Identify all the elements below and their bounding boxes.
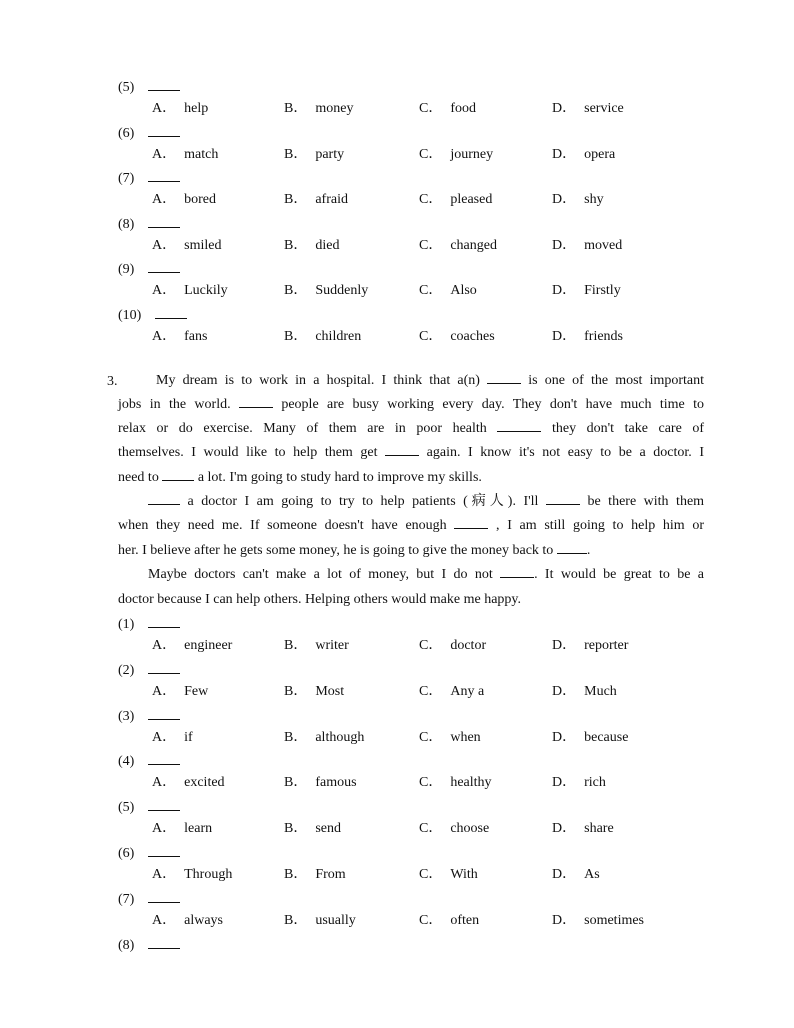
option-a[interactable] bbox=[152, 773, 225, 793]
answer-blank bbox=[148, 660, 180, 674]
passage-line-10: doctor because I can help others. Helping others would make me happy. bbox=[118, 592, 522, 607]
option-letter: B． bbox=[284, 146, 308, 162]
question-number: (4) bbox=[118, 754, 135, 770]
option-letter: C． bbox=[419, 912, 443, 928]
option-text: send bbox=[315, 821, 342, 837]
question-number-row bbox=[118, 706, 180, 726]
option-text: journey bbox=[450, 146, 494, 162]
option-c[interactable] bbox=[419, 190, 492, 210]
question-number-row bbox=[118, 305, 187, 325]
option-letter: B． bbox=[284, 867, 308, 882]
option-text: food bbox=[450, 101, 477, 116]
blank-1 bbox=[487, 371, 521, 384]
options-row bbox=[152, 636, 712, 656]
option-letter: C． bbox=[419, 867, 443, 882]
answer-blank bbox=[148, 797, 180, 811]
option-letter: C． bbox=[419, 683, 443, 699]
option-d[interactable] bbox=[552, 99, 624, 119]
passage-line-8: her. I believe after he gets some money, he is going to give the money back to . bbox=[118, 543, 591, 558]
option-b[interactable] bbox=[284, 773, 357, 793]
option-text: children bbox=[315, 328, 362, 344]
option-d[interactable] bbox=[552, 636, 628, 656]
option-text: party bbox=[315, 146, 345, 162]
option-text: often bbox=[450, 912, 480, 928]
answer-blank bbox=[148, 77, 180, 91]
option-d[interactable] bbox=[552, 865, 600, 885]
option-letter: D． bbox=[552, 821, 577, 837]
option-letter: B． bbox=[284, 821, 308, 837]
option-text: healthy bbox=[450, 775, 492, 791]
option-c[interactable] bbox=[419, 682, 484, 702]
option-d[interactable] bbox=[552, 773, 606, 793]
section3-number: 3. bbox=[107, 374, 118, 389]
answer-blank bbox=[148, 214, 180, 228]
question-number: (6) bbox=[118, 846, 135, 861]
option-text: smiled bbox=[184, 237, 222, 253]
question-number: (8) bbox=[118, 216, 135, 232]
option-letter: A． bbox=[152, 867, 177, 882]
option-letter: A． bbox=[152, 328, 177, 344]
option-c[interactable] bbox=[419, 636, 486, 656]
option-b[interactable] bbox=[284, 865, 346, 885]
question-number-row bbox=[118, 214, 180, 234]
option-text: Most bbox=[315, 683, 345, 699]
option-a[interactable] bbox=[152, 99, 208, 119]
option-text: choose bbox=[450, 821, 490, 837]
option-c[interactable] bbox=[419, 728, 481, 748]
option-text: sometimes bbox=[584, 912, 645, 928]
option-text: As bbox=[584, 867, 600, 882]
answer-blank bbox=[148, 706, 180, 720]
answer-blank bbox=[148, 935, 180, 949]
option-letter: D． bbox=[552, 283, 577, 298]
option-b[interactable] bbox=[284, 281, 368, 301]
option-b[interactable] bbox=[284, 190, 348, 210]
option-text: opera bbox=[584, 146, 616, 162]
blank-9 bbox=[557, 541, 587, 554]
option-letter: D． bbox=[552, 328, 577, 344]
option-a[interactable] bbox=[152, 911, 223, 931]
option-b[interactable] bbox=[284, 682, 344, 702]
option-d[interactable] bbox=[552, 728, 628, 748]
option-letter: D． bbox=[552, 867, 577, 882]
option-letter: C． bbox=[419, 638, 443, 653]
question-number: (2) bbox=[118, 662, 135, 678]
question-number-row bbox=[118, 797, 180, 817]
option-letter: D． bbox=[552, 683, 577, 699]
option-a[interactable] bbox=[152, 682, 208, 702]
option-text: coaches bbox=[450, 328, 495, 344]
option-text: when bbox=[450, 729, 481, 745]
option-text: Through bbox=[184, 867, 233, 882]
question-number: (9) bbox=[118, 262, 135, 277]
option-letter: D． bbox=[552, 729, 577, 745]
option-letter: C． bbox=[419, 283, 443, 298]
options-row bbox=[152, 327, 712, 347]
options-row bbox=[152, 773, 712, 793]
passage-line-9: Maybe doctors can't make a lot of money, but I do not . It would be great to be a bbox=[148, 567, 705, 582]
answer-blank bbox=[148, 843, 180, 857]
option-text: Luckily bbox=[184, 283, 228, 298]
blank-3 bbox=[497, 419, 541, 432]
option-c[interactable] bbox=[419, 281, 477, 301]
option-letter: A． bbox=[152, 638, 177, 653]
option-letter: B． bbox=[284, 328, 308, 344]
option-text: Also bbox=[450, 283, 477, 298]
option-b[interactable] bbox=[284, 636, 349, 656]
option-letter: A． bbox=[152, 821, 177, 837]
option-text: Firstly bbox=[584, 283, 621, 298]
question-number-row bbox=[118, 889, 180, 909]
option-letter: B． bbox=[284, 283, 308, 298]
option-text: afraid bbox=[315, 192, 348, 207]
question-number-row bbox=[118, 660, 180, 680]
option-letter: A． bbox=[152, 912, 177, 928]
option-text: learn bbox=[184, 821, 213, 837]
passage-line-2: jobs in the world. people are busy working every day. They don't have much time to bbox=[118, 397, 705, 412]
question-number-row bbox=[118, 614, 180, 634]
question-number-row bbox=[118, 77, 180, 97]
blank-8 bbox=[454, 516, 488, 529]
answer-blank bbox=[155, 305, 187, 319]
option-letter: D． bbox=[552, 101, 577, 116]
answer-blank bbox=[148, 614, 180, 628]
options-row bbox=[152, 281, 712, 301]
option-text: service bbox=[584, 101, 624, 116]
option-letter: B． bbox=[284, 683, 308, 699]
option-letter: B． bbox=[284, 192, 308, 207]
option-text: changed bbox=[450, 237, 497, 253]
option-letter: C． bbox=[419, 328, 443, 344]
option-text: died bbox=[315, 237, 340, 253]
option-text: doctor bbox=[450, 638, 487, 653]
option-a[interactable] bbox=[152, 728, 193, 748]
option-text: Much bbox=[584, 683, 617, 699]
option-b[interactable] bbox=[284, 236, 339, 256]
option-d[interactable] bbox=[552, 327, 623, 347]
option-letter: C． bbox=[419, 146, 443, 162]
option-text: From bbox=[315, 867, 346, 882]
options-row bbox=[152, 728, 712, 748]
question-number: (10) bbox=[118, 307, 142, 323]
option-text: engineer bbox=[184, 638, 233, 653]
options-row bbox=[152, 145, 712, 165]
option-c[interactable] bbox=[419, 236, 497, 256]
option-text: writer bbox=[315, 638, 349, 653]
option-c[interactable] bbox=[419, 819, 489, 839]
option-text: With bbox=[450, 867, 478, 882]
option-letter: D． bbox=[552, 912, 577, 928]
question-number: (1) bbox=[118, 617, 135, 632]
option-text: pleased bbox=[450, 192, 493, 207]
option-d[interactable] bbox=[552, 190, 604, 210]
option-text: Any a bbox=[450, 683, 485, 699]
option-c[interactable] bbox=[419, 773, 492, 793]
option-letter: D． bbox=[552, 775, 577, 791]
option-a[interactable] bbox=[152, 327, 207, 347]
option-text: match bbox=[184, 146, 219, 162]
options-row bbox=[152, 819, 712, 839]
option-letter: A． bbox=[152, 192, 177, 207]
answer-blank bbox=[148, 168, 180, 182]
options-row bbox=[152, 99, 712, 119]
option-text: fans bbox=[184, 328, 208, 344]
option-a[interactable] bbox=[152, 865, 232, 885]
option-text: rich bbox=[584, 775, 606, 791]
option-letter: A． bbox=[152, 283, 177, 298]
option-b[interactable] bbox=[284, 911, 356, 931]
option-c[interactable] bbox=[419, 865, 478, 885]
option-c[interactable] bbox=[419, 145, 493, 165]
option-letter: B． bbox=[284, 775, 308, 791]
question-number-row bbox=[118, 168, 180, 188]
options-row bbox=[152, 865, 712, 885]
option-text: moved bbox=[584, 237, 623, 253]
option-letter: C． bbox=[419, 775, 443, 791]
option-letter: B． bbox=[284, 101, 308, 116]
option-letter: C． bbox=[419, 101, 443, 116]
option-a[interactable] bbox=[152, 636, 232, 656]
option-text: Few bbox=[184, 683, 209, 699]
option-text: excited bbox=[184, 775, 225, 791]
question-number-row bbox=[118, 123, 180, 143]
option-letter: A． bbox=[152, 237, 177, 253]
answer-blank bbox=[148, 889, 180, 903]
answer-blank bbox=[148, 259, 180, 273]
options-row bbox=[152, 236, 712, 256]
option-text: money bbox=[315, 101, 354, 116]
option-text: always bbox=[184, 912, 224, 928]
option-letter: D． bbox=[552, 237, 577, 253]
question-number-row bbox=[118, 751, 180, 771]
blank-4 bbox=[385, 443, 419, 456]
option-b[interactable] bbox=[284, 145, 344, 165]
option-d[interactable] bbox=[552, 911, 644, 931]
option-text: bored bbox=[184, 192, 217, 207]
option-letter: D． bbox=[552, 192, 577, 207]
option-c[interactable] bbox=[419, 911, 479, 931]
option-text: although bbox=[315, 729, 365, 745]
option-letter: C． bbox=[419, 821, 443, 837]
question-number: (8) bbox=[118, 937, 135, 953]
option-d[interactable] bbox=[552, 682, 617, 702]
passage-line-5: need to a lot. I'm going to study hard to improve my skills. bbox=[118, 470, 482, 485]
option-text: if bbox=[184, 729, 193, 745]
option-b[interactable] bbox=[284, 327, 361, 347]
option-letter: B． bbox=[284, 912, 308, 928]
option-d[interactable] bbox=[552, 145, 615, 165]
option-text: because bbox=[584, 729, 629, 745]
question-number: (5) bbox=[118, 80, 135, 95]
answer-blank bbox=[148, 123, 180, 137]
option-letter: A． bbox=[152, 146, 177, 162]
blank-2 bbox=[239, 395, 273, 408]
option-a[interactable] bbox=[152, 236, 221, 256]
option-letter: B． bbox=[284, 638, 308, 653]
option-letter: A． bbox=[152, 101, 177, 116]
option-letter: D． bbox=[552, 146, 577, 162]
option-text: Suddenly bbox=[315, 283, 369, 298]
option-letter: C． bbox=[419, 237, 443, 253]
passage-line-6: a doctor I am going to try to help patients (病人). I'll be there with them bbox=[148, 490, 704, 514]
option-text: help bbox=[184, 101, 209, 116]
blank-5 bbox=[162, 468, 194, 481]
option-b[interactable] bbox=[284, 728, 364, 748]
question-number: (5) bbox=[118, 800, 135, 816]
option-text: usually bbox=[315, 912, 356, 928]
option-letter: C． bbox=[419, 729, 443, 745]
option-a[interactable] bbox=[152, 819, 212, 839]
options-row bbox=[152, 190, 712, 210]
option-letter: C． bbox=[419, 192, 443, 207]
option-a[interactable] bbox=[152, 145, 218, 165]
passage-line-4: themselves. I would like to help them get again. I know it's not easy to be a doctor. I bbox=[118, 445, 705, 460]
blank-6 bbox=[148, 492, 180, 505]
option-letter: A． bbox=[152, 683, 177, 699]
options-row bbox=[152, 682, 712, 702]
passage-line-1: My dream is to work in a hospital. I think that a(n) is one of the most important bbox=[156, 373, 705, 388]
blank-7 bbox=[546, 492, 580, 505]
option-a[interactable] bbox=[152, 190, 216, 210]
option-letter: D． bbox=[552, 638, 577, 653]
option-c[interactable] bbox=[419, 327, 495, 347]
option-letter: B． bbox=[284, 237, 308, 253]
option-a[interactable] bbox=[152, 281, 228, 301]
question-number: (6) bbox=[118, 125, 135, 141]
passage-line-7: when they need me. If someone doesn't have enough , I am still going to help him or bbox=[118, 518, 705, 533]
option-text: famous bbox=[315, 775, 357, 791]
option-text: friends bbox=[584, 328, 624, 344]
option-text: share bbox=[584, 821, 614, 837]
option-c[interactable] bbox=[419, 99, 476, 119]
option-letter: A． bbox=[152, 729, 177, 745]
question-number-row bbox=[118, 843, 180, 863]
passage-line-3: relax or do exercise. Many of them are in poor health they don't take care of bbox=[118, 421, 705, 436]
option-d[interactable] bbox=[552, 819, 614, 839]
option-d[interactable] bbox=[552, 236, 622, 256]
question-number: (7) bbox=[118, 171, 135, 186]
answer-blank bbox=[148, 751, 180, 765]
question-number: (3) bbox=[118, 708, 135, 724]
option-b[interactable] bbox=[284, 819, 341, 839]
option-letter: B． bbox=[284, 729, 308, 745]
option-letter: A． bbox=[152, 775, 177, 791]
question-number-row bbox=[118, 259, 180, 279]
option-text: shy bbox=[584, 192, 604, 207]
blank-10 bbox=[500, 565, 534, 578]
options-row bbox=[152, 911, 712, 931]
question-number-row bbox=[118, 935, 180, 955]
option-text: reporter bbox=[584, 638, 629, 653]
option-d[interactable] bbox=[552, 281, 621, 301]
question-number: (7) bbox=[118, 891, 135, 907]
option-b[interactable] bbox=[284, 99, 353, 119]
